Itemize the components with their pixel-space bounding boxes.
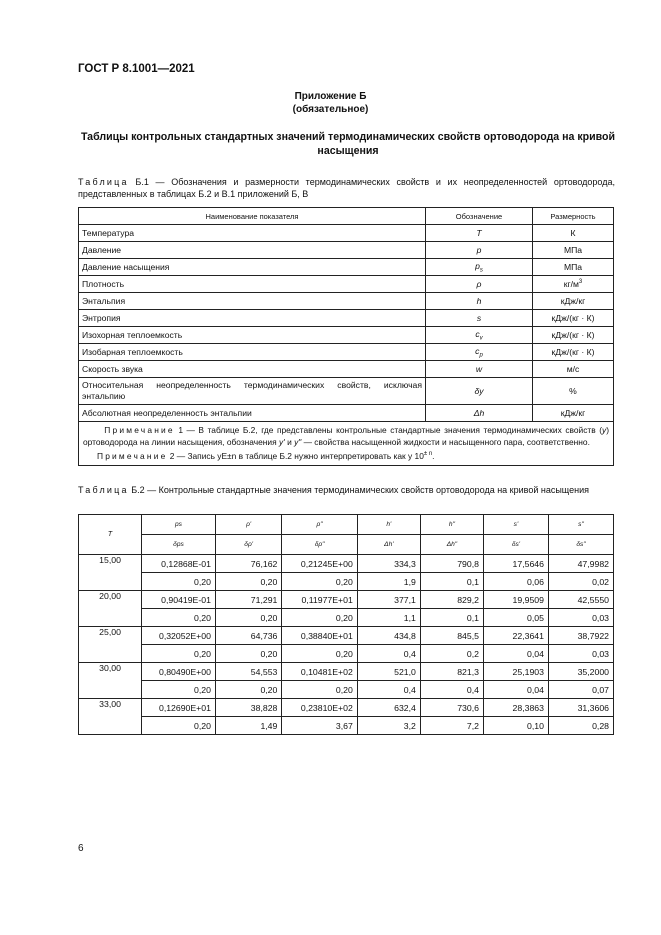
table2-values-row	[79, 699, 614, 717]
value-cell: 845,5	[420, 627, 483, 645]
value-cell: 0,90419E-01	[142, 591, 216, 609]
note-2-label: Примечание	[96, 450, 168, 461]
value-cell: 35,2000	[548, 663, 613, 681]
temperature-cell: 30,00	[79, 663, 142, 699]
table1-row	[79, 344, 614, 361]
uncertainty-cell: 0,20	[282, 681, 357, 699]
property-unit: К	[533, 225, 614, 242]
property-name: Относительная неопределенность термодинамических свойств, исключая энтальпию	[79, 378, 426, 405]
value-cell: 31,3606	[548, 699, 613, 717]
uncertainty-cell: 0,07	[548, 681, 613, 699]
property-name: Изохорная теплоемкость	[79, 327, 426, 344]
uncertainty-cell: 0,20	[142, 645, 216, 663]
table1-notes	[79, 422, 614, 466]
column-header-value: ρ'	[215, 515, 281, 535]
uncertainty-cell: 0,1	[420, 609, 483, 627]
value-cell: 54,553	[215, 663, 281, 681]
property-symbol	[426, 242, 533, 259]
table1-row	[79, 405, 614, 422]
designations-table	[78, 207, 614, 466]
property-name: Температура	[79, 225, 426, 242]
property-unit: МПа	[533, 259, 614, 276]
property-unit: кДж/(кг · К)	[533, 327, 614, 344]
column-header-uncertainty: δs'	[483, 535, 548, 555]
property-symbol	[426, 378, 533, 405]
property-symbol	[426, 361, 533, 378]
value-cell: 0,23810E+02	[282, 699, 357, 717]
uncertainty-cell: 0,20	[142, 681, 216, 699]
table2-values-row	[79, 555, 614, 573]
table1-header-row	[79, 208, 614, 225]
column-header-uncertainty: δs"	[548, 535, 613, 555]
property-unit: МПа	[533, 242, 614, 259]
uncertainty-cell: 0,28	[548, 717, 613, 735]
table1-caption-text: Б.1 — Обозначения и размерности термодинамических свойств и их неопределенностей ортоводорода, представленных в таблицах Б.2 и В.1 приложений Б, В	[78, 177, 615, 199]
uncertainty-cell: 0,20	[215, 645, 281, 663]
temperature-cell: 25,00	[79, 627, 142, 663]
note-1-y1: y'	[278, 437, 285, 447]
table2-uncertainty-row	[79, 573, 614, 591]
table1-notes-row	[79, 422, 614, 466]
property-unit: м/с	[533, 361, 614, 378]
value-cell: 730,6	[420, 699, 483, 717]
note-1-rest: — свойства насыщенной жидкости и насыщенного пара, соответственно.	[301, 437, 590, 447]
uncertainty-cell: 0,04	[483, 681, 548, 699]
value-cell: 790,8	[420, 555, 483, 573]
symbol-text: Δh	[473, 408, 485, 418]
value-cell: 38,828	[215, 699, 281, 717]
table1-caption	[78, 176, 615, 200]
column-header-uncertainty: Δh'	[357, 535, 420, 555]
table2-header-row-top	[79, 515, 614, 535]
value-cell: 0,12690E+01	[142, 699, 216, 717]
table2-uncertainty-row	[79, 717, 614, 735]
property-symbol	[426, 293, 533, 310]
property-name: Абсолютная неопределенность энтальпии	[79, 405, 426, 422]
note-1-y2: y"	[294, 437, 302, 447]
property-symbol	[426, 276, 533, 293]
symbol-text: ρ	[476, 279, 482, 289]
value-cell: 71,291	[215, 591, 281, 609]
table1-row	[79, 310, 614, 327]
column-header-value: ps	[142, 515, 216, 535]
column-header-T: T	[79, 515, 142, 555]
symbol-text: p	[476, 245, 482, 255]
table2-uncertainty-row	[79, 681, 614, 699]
value-cell: 42,5550	[548, 591, 613, 609]
symbol-subscript: v	[479, 335, 483, 342]
table1-row	[79, 259, 614, 276]
value-cell: 632,4	[357, 699, 420, 717]
value-cell: 334,3	[357, 555, 420, 573]
property-symbol	[426, 327, 533, 344]
property-unit: кДж/(кг · К)	[533, 344, 614, 361]
table1-row	[79, 361, 614, 378]
value-cell: 0,12868E-01	[142, 555, 216, 573]
note-1-mid: ) ортоводорода на линии насыщения, обозначения	[83, 425, 609, 447]
uncertainty-cell: 0,04	[483, 645, 548, 663]
uncertainty-cell: 7,2	[420, 717, 483, 735]
temperature-cell: 20,00	[79, 591, 142, 627]
symbol-text: h	[476, 296, 482, 306]
note-2-text: 2 — Запись yE±n в таблице Б.2 нужно интерпретировать как y 10	[169, 450, 424, 461]
property-name: Давление насыщения	[79, 259, 426, 276]
uncertainty-cell: 0,20	[142, 717, 216, 735]
property-symbol	[426, 310, 533, 327]
unit-text: $кг/м^3$	[563, 279, 583, 289]
value-cell: 0,21245E+00	[282, 555, 357, 573]
property-unit: кДж/кг	[533, 405, 614, 422]
column-header-value: ρ"	[282, 515, 357, 535]
table1-row	[79, 276, 614, 293]
value-cell: 0,11977E+01	[282, 591, 357, 609]
table1-row	[79, 293, 614, 310]
uncertainty-cell: 0,20	[142, 609, 216, 627]
value-cell: 0,32052E+00	[142, 627, 216, 645]
uncertainty-cell: 0,02	[548, 573, 613, 591]
value-cell: 25,1903	[483, 663, 548, 681]
property-unit: кДж/(кг · К)	[533, 310, 614, 327]
symbol-base: c	[475, 328, 480, 339]
property-name: Изобарная теплоемкость	[79, 344, 426, 361]
reference-values-table	[78, 514, 614, 735]
uncertainty-cell: 1,49	[215, 717, 281, 735]
column-header-uncertainty: Δh"	[420, 535, 483, 555]
uncertainty-cell: 3,67	[282, 717, 357, 735]
symbol-text: w	[475, 364, 483, 374]
table2-caption-text: Б.2 — Контрольные стандартные значения термодинамических свойств ортоводорода на кривой насыщения	[131, 485, 589, 495]
uncertainty-cell: 0,20	[282, 573, 357, 591]
uncertainty-cell: 0,20	[282, 609, 357, 627]
property-name: Плотность	[79, 276, 426, 293]
column-header-uncertainty: δps	[142, 535, 216, 555]
uncertainty-cell: 3,2	[357, 717, 420, 735]
uncertainty-cell: 0,10	[483, 717, 548, 735]
property-symbol	[426, 405, 533, 422]
property-symbol	[426, 259, 533, 276]
table2-header-row-bottom	[79, 535, 614, 555]
note-2	[83, 448, 609, 462]
column-header-uncertainty: δρ'	[215, 535, 281, 555]
uncertainty-cell: 0,20	[215, 573, 281, 591]
table1-header-symbol: Обозначение	[426, 208, 533, 225]
uncertainty-cell: 0,4	[357, 681, 420, 699]
table2-body	[79, 515, 614, 735]
value-cell: 64,736	[215, 627, 281, 645]
temperature-cell: 15,00	[79, 555, 142, 591]
table1-row	[79, 242, 614, 259]
value-cell: 0,80490E+00	[142, 663, 216, 681]
uncertainty-cell: 0,4	[357, 645, 420, 663]
property-symbol	[426, 344, 533, 361]
table2-values-row	[79, 627, 614, 645]
value-cell: 76,162	[215, 555, 281, 573]
uncertainty-cell: 0,05	[483, 609, 548, 627]
table1-body	[79, 225, 614, 422]
symbol-text: T	[476, 228, 482, 238]
value-cell: 22,3641	[483, 627, 548, 645]
note-1-label: Примечание	[104, 425, 175, 435]
value-cell: 377,1	[357, 591, 420, 609]
table2-uncertainty-row	[79, 609, 614, 627]
uncertainty-cell: 0,20	[142, 573, 216, 591]
note-2-end: .	[432, 450, 435, 461]
property-symbol	[426, 225, 533, 242]
property-name: Давление	[79, 242, 426, 259]
property-name: Скорость звука	[79, 361, 426, 378]
property-unit: %	[533, 378, 614, 405]
symbol-text: δy	[474, 386, 484, 396]
value-cell: 47,9982	[548, 555, 613, 573]
appendix-heading: Таблицы контрольных стандартных значений термодинамических свойств ортоводорода на кривой насыщения	[80, 131, 616, 157]
table2-uncertainty-row	[79, 645, 614, 663]
uncertainty-cell: 0,1	[420, 573, 483, 591]
document-id: ГОСТ Р 8.1001—2021	[78, 63, 195, 75]
property-unit	[533, 276, 614, 293]
uncertainty-cell: 0,03	[548, 645, 613, 663]
table2-caption	[78, 484, 615, 496]
uncertainty-cell: 0,20	[215, 609, 281, 627]
value-cell: 829,2	[420, 591, 483, 609]
table1-row	[79, 327, 614, 344]
value-cell: 0,10481E+02	[282, 663, 357, 681]
uncertainty-cell: 0,03	[548, 609, 613, 627]
value-cell: 0,38840E+01	[282, 627, 357, 645]
note-1-and: и	[284, 437, 295, 447]
table1-header-name: Наименование показателя	[79, 208, 426, 225]
value-cell: 19,9509	[483, 591, 548, 609]
uncertainty-cell: 0,20	[282, 645, 357, 663]
symbol-base: p	[475, 260, 480, 271]
table1-header-unit: Размерность	[533, 208, 614, 225]
table1-row	[79, 225, 614, 242]
uncertainty-cell: 0,4	[420, 681, 483, 699]
note-1-y: y	[602, 425, 607, 435]
property-name: Энтропия	[79, 310, 426, 327]
value-cell: 821,3	[420, 663, 483, 681]
temperature-cell: 33,00	[79, 699, 142, 735]
table2-caption-label: Таблица	[78, 485, 129, 495]
page-number: 6	[78, 843, 84, 854]
value-cell: 17,5646	[483, 555, 548, 573]
note-1	[83, 424, 609, 448]
property-unit: кДж/кг	[533, 293, 614, 310]
uncertainty-cell: 0,2	[420, 645, 483, 663]
symbol-text: s	[476, 313, 482, 323]
note-1-prefix: 1 — В таблице Б.2, где представлены контрольные стандартные значения термодинамических свойств (	[178, 425, 603, 435]
column-header-value: h'	[357, 515, 420, 535]
uncertainty-cell: 0,20	[215, 681, 281, 699]
table1-row	[79, 378, 614, 405]
column-header-value: h"	[420, 515, 483, 535]
appendix-subtitle: (обязательное)	[292, 104, 369, 115]
uncertainty-cell: 1,9	[357, 573, 420, 591]
column-header-value: s'	[483, 515, 548, 535]
symbol-subscript: p	[479, 352, 483, 359]
table1-caption-label: Таблица	[78, 177, 129, 187]
value-cell: 28,3863	[483, 699, 548, 717]
uncertainty-cell: 0,06	[483, 573, 548, 591]
column-header-uncertainty: δρ"	[282, 535, 357, 555]
column-header-value: s"	[548, 515, 613, 535]
value-cell: 521,0	[357, 663, 420, 681]
property-name: Энтальпия	[79, 293, 426, 310]
value-cell: 434,8	[357, 627, 420, 645]
note-2-exponent: ± n	[423, 451, 433, 457]
appendix-title: Приложение Б	[294, 91, 367, 102]
symbol-base: c	[475, 345, 480, 356]
table2-values-row	[79, 591, 614, 609]
uncertainty-cell: 1,1	[357, 609, 420, 627]
symbol-subscript: s	[479, 267, 483, 274]
value-cell: 38,7922	[548, 627, 613, 645]
table2-values-row	[79, 663, 614, 681]
